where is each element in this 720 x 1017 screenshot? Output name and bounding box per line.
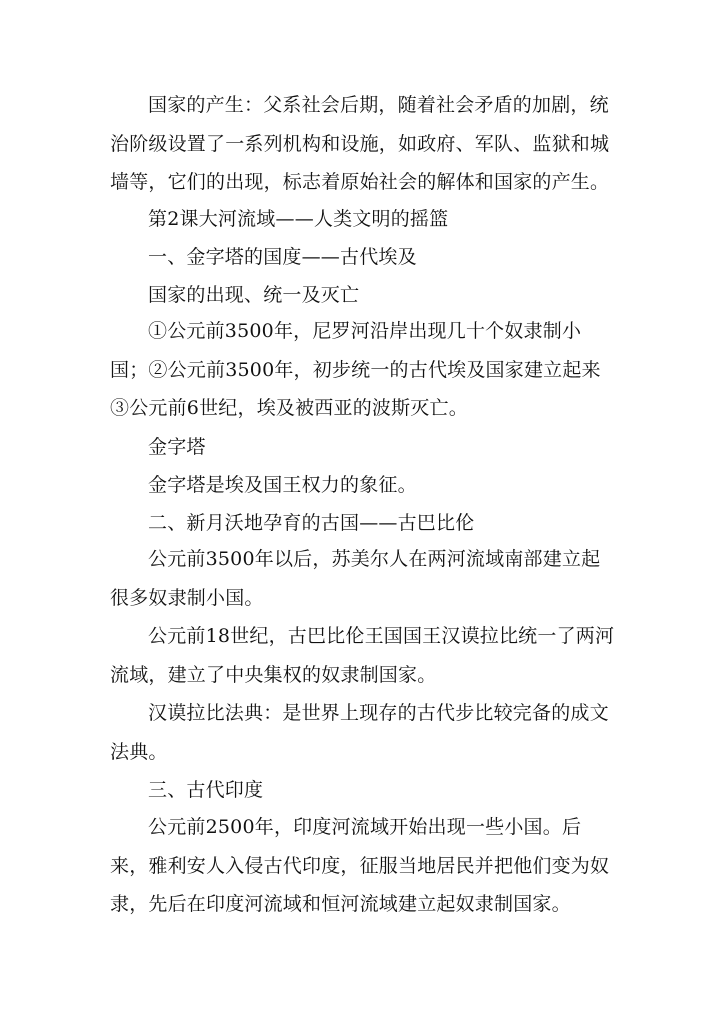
paragraph-origin-of-state: 国家的产生：父系社会后期，随着社会矛盾的加剧，统治阶级设置了一系列机构和设施，如政府、军队、监狱和城墙等，它们的出现，标志着原始社会的解体和国家的产生。 [110,94,610,193]
section-heading-india: 三、古代印度 [148,779,264,801]
paragraph-ancient-india: 公元前2500年，印度河流域开始出现一些小国。后来，雅利安人入侵古代印度，征服当地居民并把他们变为奴隶，先后在印度河流域和恒河流域建立起奴隶制国家。 [110,816,610,915]
paragraph-egypt-timeline: ①公元前3500年，尼罗河沿岸出现几十个奴隶制小国；②公元前3500年，初步统一的古代埃及国家建立起来 ③公元前6世纪，埃及被西亚的波斯灭亡。 [110,320,601,419]
paragraph-code-of-hammurabi: 汉谟拉比法典：是世界上现存的古代步比较完备的成文法典。 [110,702,609,763]
paragraph-hammurabi: 公元前18世纪，古巴比伦王国国王汉谟拉比统一了两河流域，建立了中央集权的奴隶制国家。 [110,625,615,686]
paragraph-sumerians: 公元前3500年以后，苏美尔人在两河流域南部建立起很多奴隶制小国。 [110,548,601,609]
section-heading-egypt: 一、金字塔的国度——古代埃及 [148,246,417,268]
subheading-state-emergence: 国家的出现、统一及灭亡 [148,284,360,306]
subheading-pyramid: 金字塔 [148,436,206,458]
lesson-title: 第2课大河流域——人类文明的摇篮 [148,208,449,230]
paragraph-pyramid: 金字塔是埃及国王权力的象征。 [148,474,417,496]
section-heading-babylon: 二、新月沃地孕育的古国——古巴比伦 [148,512,475,534]
